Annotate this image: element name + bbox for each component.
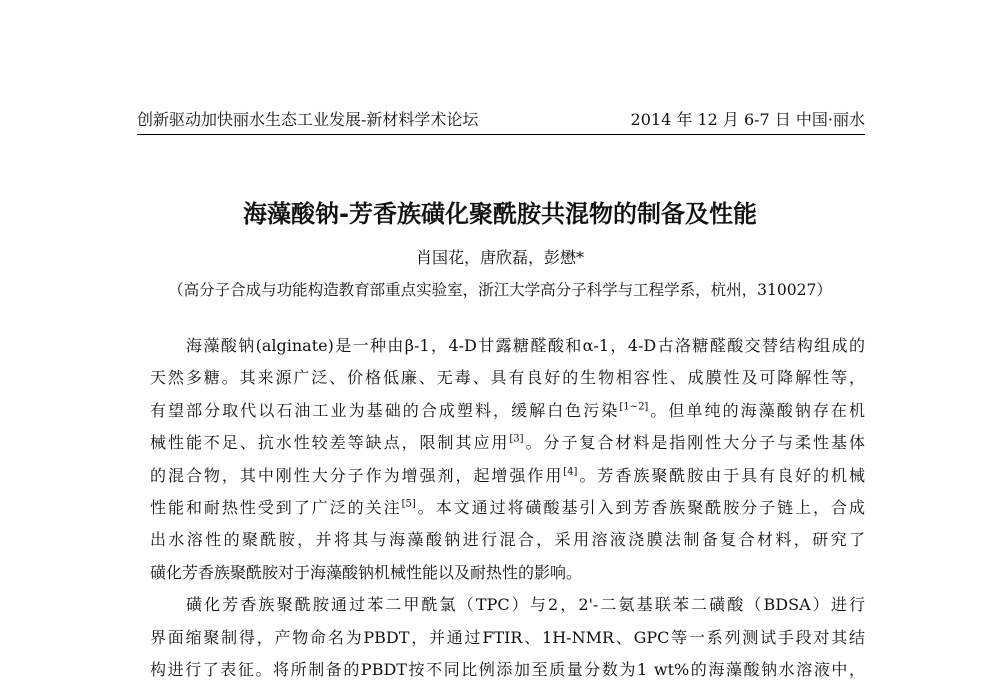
text-line: [150, 395, 865, 427]
text-line: [150, 557, 865, 589]
text-line: [150, 460, 865, 492]
author-list: 肖国花，唐欣磊，彭懋*: [415, 248, 584, 267]
text-line: [150, 589, 865, 621]
text-span: 械性能不足、抗水性较差等缺点，限制其应用: [150, 433, 510, 453]
paragraph-1: [150, 330, 865, 589]
citation-ref: [1~2]: [619, 401, 649, 413]
header-rule: [137, 134, 865, 135]
text-line: [150, 427, 865, 459]
text-line: [150, 330, 865, 362]
text-span: 构进行了表征。将所制备的PBDT按不同比例添加至质量分数为1 wt%的海藻酸钠水溶液中，: [150, 659, 865, 679]
text-span: 有望部分取代以石油工业为基础的合成塑料，缓解白色污染: [150, 400, 620, 420]
text-span: 。芳香族聚酰胺由于具有良好的机械: [577, 465, 865, 485]
text-span: 性能和耐热性受到了广泛的关注: [150, 497, 402, 517]
text-span: 的混合物，其中刚性大分子作为增强剂，起增强作用: [150, 465, 564, 485]
conference-date-place: 2014 年 12 月 6-7 日 中国·丽水: [630, 110, 865, 129]
running-header: [137, 108, 865, 134]
text-span: 海藻酸钠(alginate)是一种由β-1，4-D甘露糖醛酸和α-1，4-D古洛糖醛酸交替结构组成的: [186, 336, 865, 355]
citation-ref: [3]: [509, 433, 524, 445]
text-line: [150, 524, 865, 556]
paragraph-2: [150, 589, 865, 686]
body-text: [150, 330, 865, 686]
text-span: 。分子复合材料是指刚性大分子与柔性基体: [523, 433, 865, 453]
citation-ref: [5]: [401, 498, 416, 510]
text-span: 出水溶性的聚酰胺，并将其与海藻酸钠进行混合，采用溶液浇膜法制备复合材料，研究了: [150, 530, 865, 550]
conference-name: 创新驱动加快丽水生态工业发展-新材料学术论坛: [137, 110, 479, 129]
text-span: 。但单纯的海藻酸钠存在机: [648, 400, 865, 420]
text-line: [150, 622, 865, 654]
text-line: [150, 492, 865, 524]
citation-ref: [4]: [563, 466, 578, 478]
text-span: 界面缩聚制得，产物命名为PBDT，并通过FTIR、1H-NMR、GPC等一系列测试手段对其结: [150, 627, 865, 647]
text-line: [150, 654, 865, 686]
affiliation: （高分子合成与功能构造教育部重点实验室，浙江大学高分子科学与工程学系，杭州，310027）: [168, 281, 832, 299]
text-span: 磺化芳香族聚酰胺通过苯二甲酰氯（TPC）与2，2'-二氨基联苯二磺酸（BDSA）进行: [186, 595, 865, 615]
text-line: [150, 362, 865, 394]
text-span: 磺化芳香族聚酰胺对于海藻酸钠机械性能以及耐热性的影响。: [150, 562, 583, 582]
paper-title: 海藻酸钠-芳香族磺化聚酰胺共混物的制备及性能: [243, 200, 757, 228]
text-span: 天然多糖。其来源广泛、价格低廉、无毒、具有良好的生物相容性、成膜性及可降解性等，: [150, 368, 865, 388]
text-span: 。本文通过将磺酸基引入到芳香族聚酰胺分子链上，合成: [415, 497, 865, 517]
